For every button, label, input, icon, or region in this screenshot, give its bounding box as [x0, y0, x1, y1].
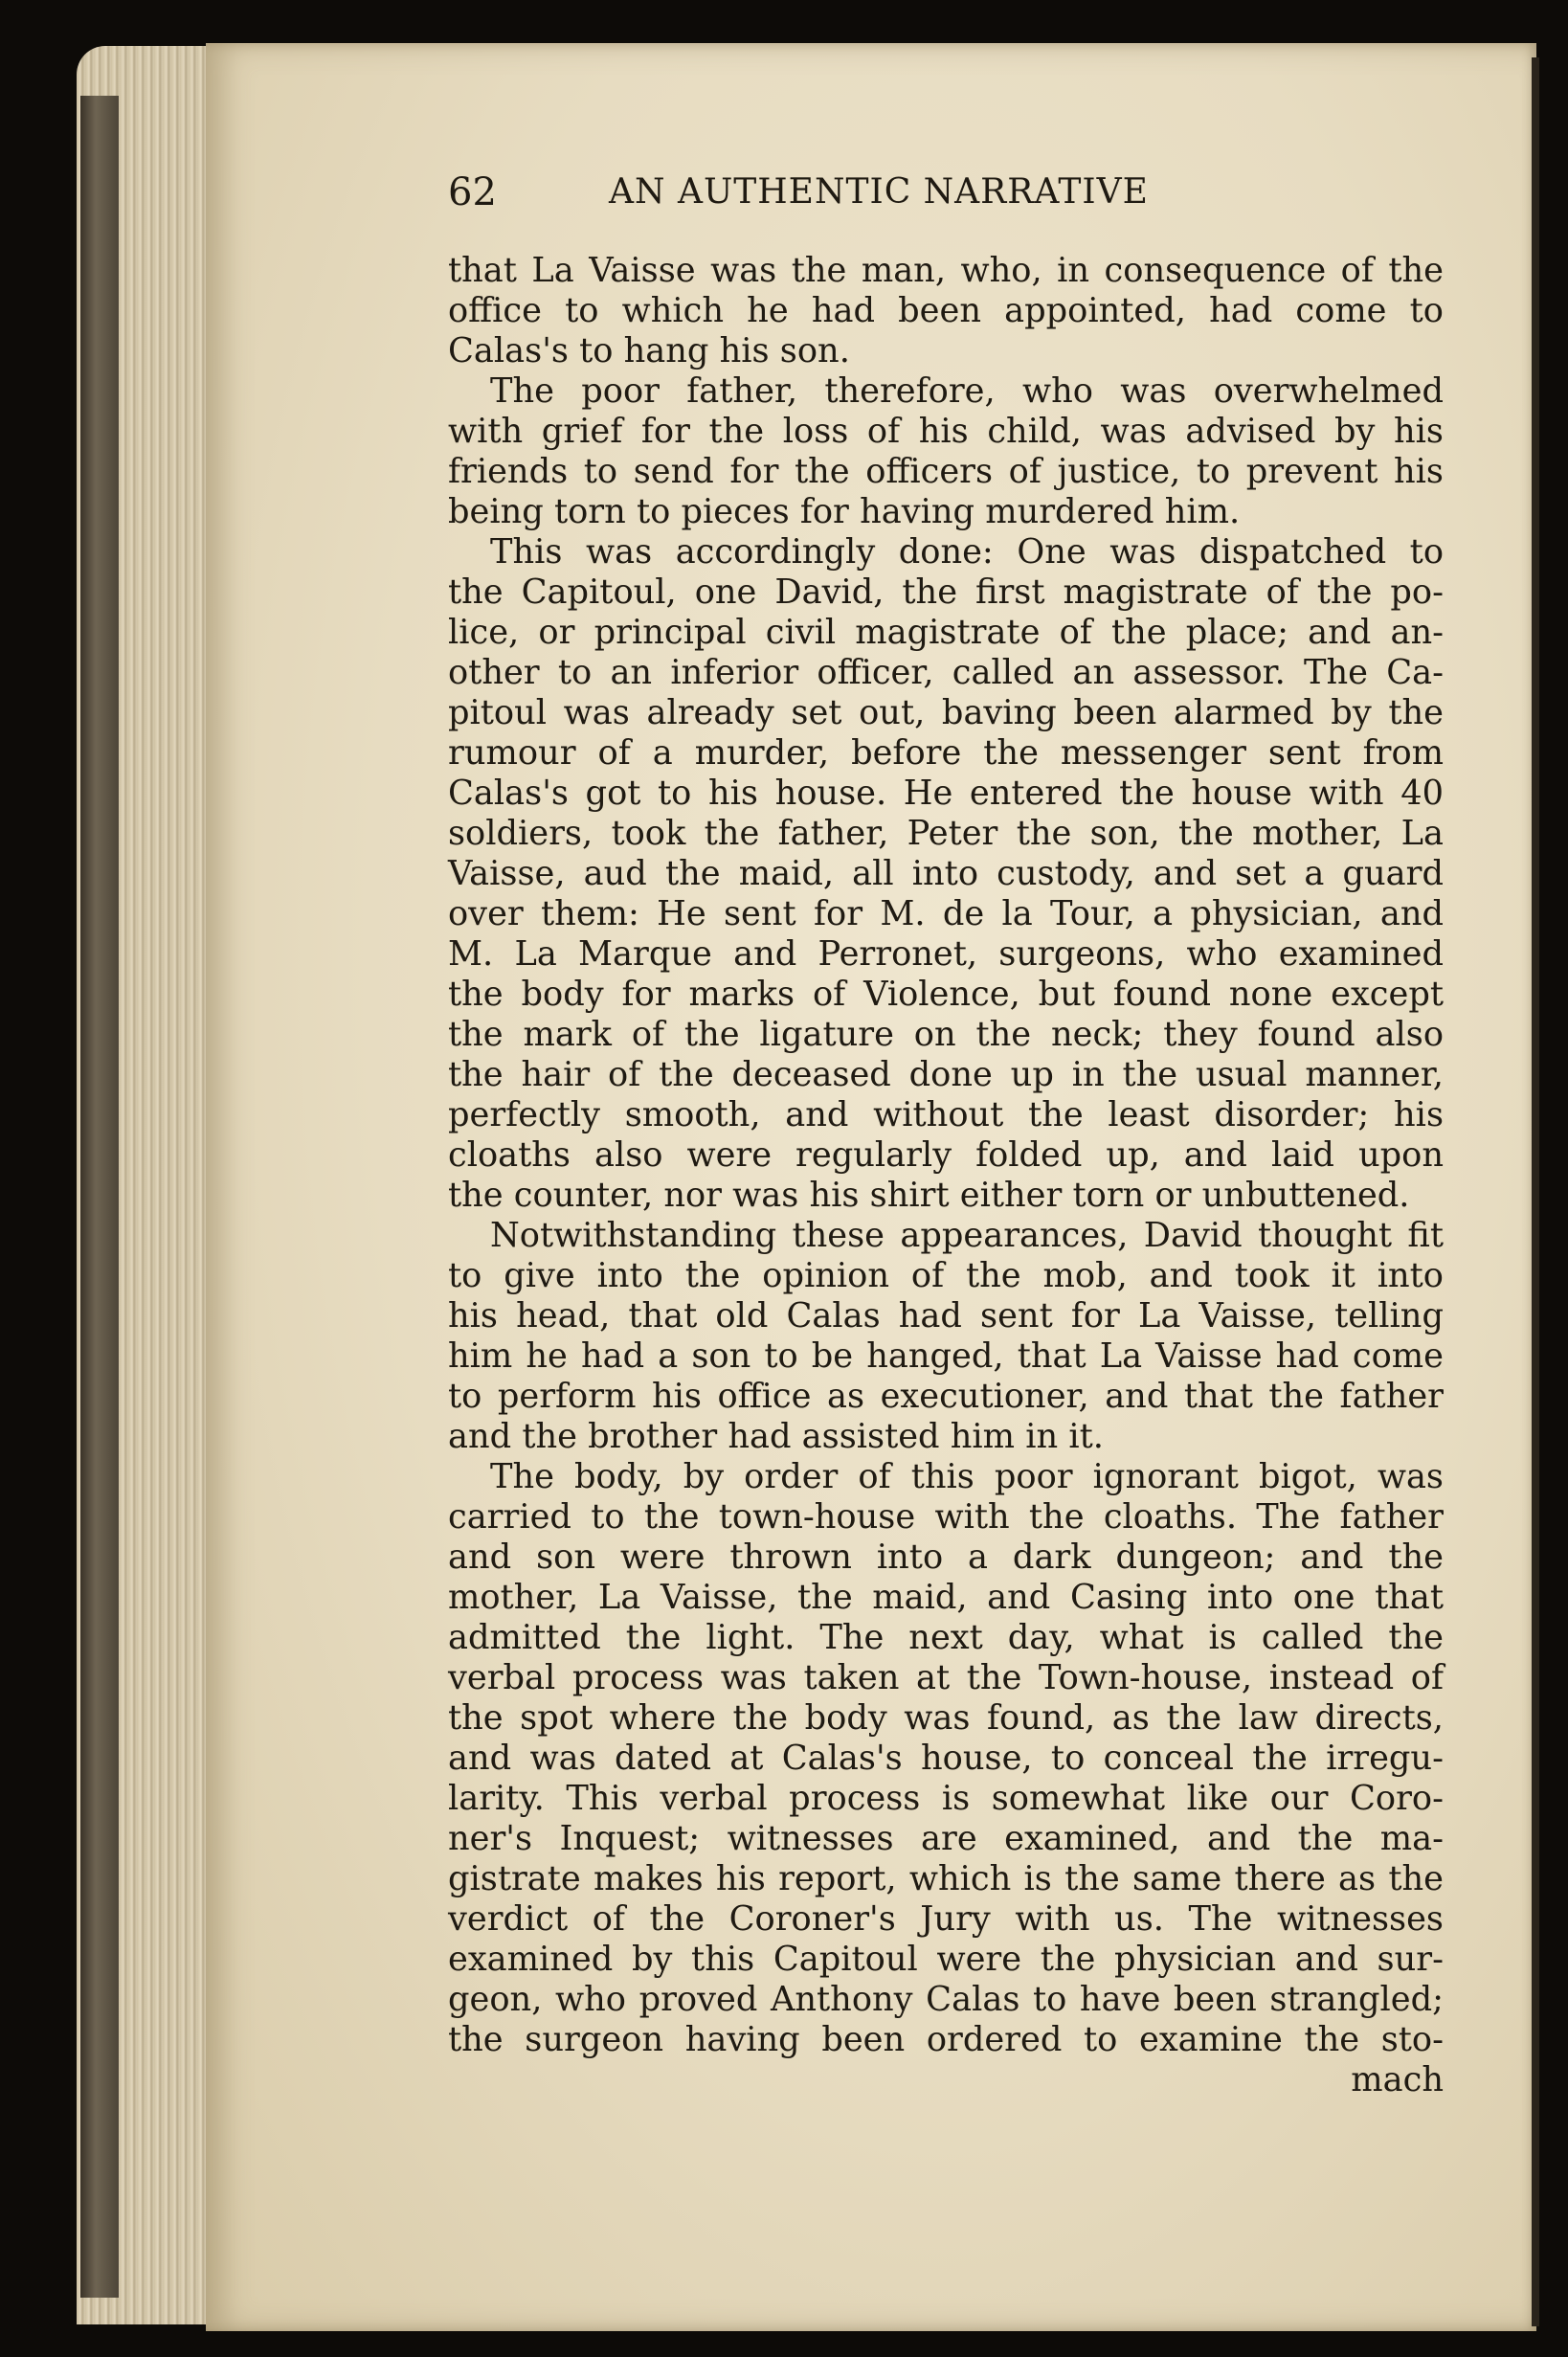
text-line: Vaisse, aud the maid, all into custody, and set a guard	[448, 854, 1444, 893]
text-line: admitted the light. The next day, what is called the	[448, 1618, 1444, 1657]
text-line: Calas's to hang his son.	[448, 331, 850, 370]
text-line: and the brother had assisted him in it.	[448, 1417, 1104, 1456]
text-line: mother, La Vaisse, the maid, and Casing into one that	[448, 1578, 1444, 1617]
text-line: and was dated at Calas's house, to conceal the irregu-	[448, 1739, 1444, 1778]
text-line: examined by this Capitoul were the physician and sur-	[448, 1940, 1444, 1979]
text-line: him he had a son to be hanged, that La Vaisse had come	[448, 1336, 1444, 1376]
text-line: perfectly smooth, and without the least disorder; his	[448, 1095, 1444, 1134]
page-header	[448, 170, 1444, 228]
text-line: rumour of a murder, before the messenger sent from	[448, 733, 1444, 773]
text-line: his head, that old Calas had sent for La Vaisse, telling	[448, 1296, 1444, 1336]
text-line: that La Vaisse was the man, who, in consequence of the	[448, 251, 1444, 290]
text-line: the spot where the body was found, as the law directs,	[448, 1698, 1444, 1738]
text-line: Notwithstanding these appearances, David thought fit	[490, 1216, 1444, 1255]
text-line: carried to the town-house with the cloaths. The father	[448, 1497, 1444, 1537]
text-line: the Capitoul, one David, the first magistrate of the po-	[448, 572, 1444, 612]
text-line: cloaths also were regularly folded up, and laid upon	[448, 1135, 1444, 1175]
text-line: pitoul was already set out, baving been alarmed by the	[448, 693, 1444, 732]
text-line: The body, by order of this poor ignorant bigot, was	[490, 1457, 1444, 1496]
text-line: lice, or principal civil magistrate of the place; and an-	[448, 613, 1444, 652]
catchword: mach	[1351, 2060, 1444, 2099]
text-line: the mark of the ligature on the neck; they found also	[448, 1015, 1444, 1054]
text-line: friends to send for the officers of justice, to prevent his	[448, 452, 1444, 491]
body-text	[448, 251, 1444, 2100]
running-head: AN AUTHENTIC NARRATIVE	[609, 172, 1149, 212]
text-line: to perform his office as executioner, and that the father	[448, 1377, 1444, 1416]
text-line: soldiers, took the father, Peter the son, the mother, La	[448, 814, 1444, 853]
text-line: over them: He sent for M. de la Tour, a physician, and	[448, 894, 1444, 933]
text-line: Calas's got to his house. He entered the house with 40	[448, 774, 1444, 813]
text-line: with grief for the loss of his child, was advised by his	[448, 412, 1444, 451]
text-line: other to an inferior officer, called an assessor. The Ca-	[448, 653, 1444, 692]
text-line: gistrate makes his report, which is the same there as the	[448, 1859, 1444, 1898]
text-line: geon, who proved Anthony Calas to have been strangled;	[448, 1980, 1444, 2019]
gutter-fold	[1532, 57, 1539, 2326]
book-binding	[80, 96, 119, 2298]
text-line: verbal process was taken at the Town-house, instead of	[448, 1658, 1444, 1697]
text-line: office to which he had been appointed, had come to	[448, 291, 1444, 330]
text-line: This was accordingly done: One was dispatched to	[490, 532, 1444, 572]
text-line: to give into the opinion of the mob, and took it into	[448, 1256, 1444, 1295]
text-line: the hair of the deceased done up in the usual manner,	[448, 1055, 1444, 1094]
text-line: ner's Inquest; witnesses are examined, and the ma-	[448, 1819, 1444, 1858]
text-line: and son were thrown into a dark dungeon; and the	[448, 1538, 1444, 1577]
text-line: being torn to pieces for having murdered him.	[448, 492, 1241, 531]
page-number: 62	[448, 170, 497, 214]
text-line: the surgeon having been ordered to examine the sto-	[448, 2020, 1444, 2059]
text-line: the body for marks of Violence, but found none except	[448, 975, 1444, 1014]
text-line: M. La Marque and Perronet, surgeons, who examined	[448, 934, 1444, 974]
text-line: the counter, nor was his shirt either torn or unbuttened.	[448, 1176, 1410, 1215]
text-line: larity. This verbal process is somewhat like our Coro-	[448, 1779, 1444, 1818]
text-line: verdict of the Coroner's Jury with us. The witnesses	[448, 1899, 1444, 1939]
text-line: The poor father, therefore, who was overwhelmed	[490, 371, 1444, 411]
